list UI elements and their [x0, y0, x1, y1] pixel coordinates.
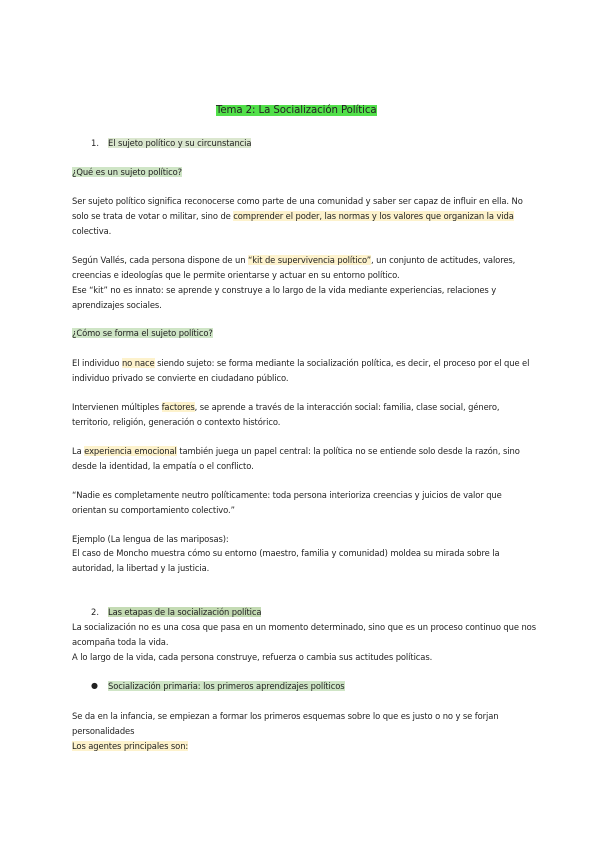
example-line-2: El caso de Moncho muestra cómo su entorno (maestro, familia y comunidad) moldea su mirada sobre la [72, 548, 500, 558]
paragraph-3-line-1 [72, 356, 529, 371]
paragraph-1-line-2 [72, 209, 514, 224]
paragraph-5-text-tail: también juega un papel central: la política no se entiende solo desde la razón, sino [176, 446, 520, 456]
bullet-mark: ● [91, 681, 98, 690]
section-1-heading-text: El sujeto político y su circunstancia [108, 138, 252, 148]
question-1-text: ¿Qué es un sujeto político? [72, 167, 183, 177]
section-1-number: 1. [91, 138, 99, 148]
paragraph-2-text: Según Vallés, cada persona dispone de un [72, 255, 248, 265]
question-heading-1 [72, 165, 182, 180]
highlight-kit-supervivencia: “kit de supervivencia político” [248, 255, 371, 265]
paragraph-5-line-1 [72, 444, 520, 459]
paragraph-1-line-1: Ser sujeto político significa reconocerse como parte de una comunidad y saber ser capaz de influir en ella. No [72, 196, 523, 206]
paragraph-4-text-tail: , se aprende a través de la interacción social: familia, clase social, género, [194, 402, 500, 412]
highlight-no-nace: no nace [121, 358, 155, 368]
section-1-heading [108, 136, 251, 151]
paragraph-4-text: Intervienen múltiples [72, 402, 162, 412]
paragraph-5-line-2: desde la identidad, la empatía o el conflicto. [72, 461, 254, 471]
example-line-3: autoridad, la libertad y la justicia. [72, 563, 210, 573]
paragraph-4-line-2: territorio, religión, generación o contexto histórico. [72, 417, 281, 427]
paragraph-6-line-3: A lo largo de la vida, cada persona construye, refuerza o cambia sus actitudes políticas. [72, 652, 433, 662]
section-2-heading-text: Las etapas de la socialización política [108, 607, 262, 617]
question-2-text: ¿Cómo se forma el sujeto político? [72, 328, 213, 338]
paragraph-6-line-1: La socialización no es una cosa que pasa en un momento determinado, sino que es un proceso continuo que nos [72, 622, 536, 632]
section-2-number: 2. [91, 607, 99, 617]
example-line-1: Ejemplo (La lengua de las mariposas): [72, 534, 229, 544]
paragraph-1-line-3: colectiva. [72, 226, 112, 236]
paragraph-3-text-tail: siendo sujeto: se forma mediante la socialización política, es decir, el proceso por el que el [154, 358, 530, 368]
paragraph-4-line-1 [72, 400, 499, 415]
paragraph-7-line-1: Se da en la infancia, se empiezan a formar los primeros esquemas sobre lo que es justo o no y se forjan [72, 711, 499, 721]
paragraph-2-text-tail: , un conjunto de actitudes, valores, [370, 255, 516, 265]
paragraph-3-line-2: individuo privado se convierte en ciudadano público. [72, 373, 289, 383]
paragraph-3-text: El individuo [72, 358, 122, 368]
document-title-text: Tema 2: La Socialización Política [216, 105, 377, 116]
highlight-factores: factores [161, 402, 195, 412]
document-title [216, 103, 377, 118]
paragraph-7-line-2: personalidades [72, 726, 135, 736]
paragraph-2-line-4: aprendizajes sociales. [72, 300, 162, 310]
paragraph-6-line-2: acompaña toda la vida. [72, 637, 169, 647]
highlight-experiencia-emocional: experiencia emocional [84, 446, 177, 456]
bullet-item-1 [108, 679, 345, 694]
quote-line-1: “Nadie es completamente neutro políticamente: toda persona interioriza creencias y juicios de valor que [72, 490, 502, 500]
paragraph-2-line-1 [72, 253, 515, 268]
paragraph-5-text: La [72, 446, 85, 456]
highlight-agentes-principales: Los agentes principales son: [72, 741, 189, 751]
paragraph-2-line-2: creencias e ideologías que le permite orientarse y actuar en su entorno político. [72, 270, 400, 280]
section-2-heading [108, 605, 261, 620]
quote-line-2: orientan su comportamiento colectivo.” [72, 505, 235, 515]
bullet-item-1-text: Socialización primaria: los primeros aprendizajes políticos [108, 681, 345, 691]
paragraph-2-line-3: Ese “kit” no es innato: se aprende y construye a lo largo de la vida mediante experiencias, relaciones y [72, 285, 497, 295]
paragraph-7-line-3 [72, 739, 188, 754]
question-heading-2 [72, 326, 213, 341]
paragraph-1-text: solo se trata de votar o militar, sino de [72, 211, 234, 221]
highlight-comprender-poder: comprender el poder, las normas y los valores que organizan la vida [233, 211, 514, 221]
